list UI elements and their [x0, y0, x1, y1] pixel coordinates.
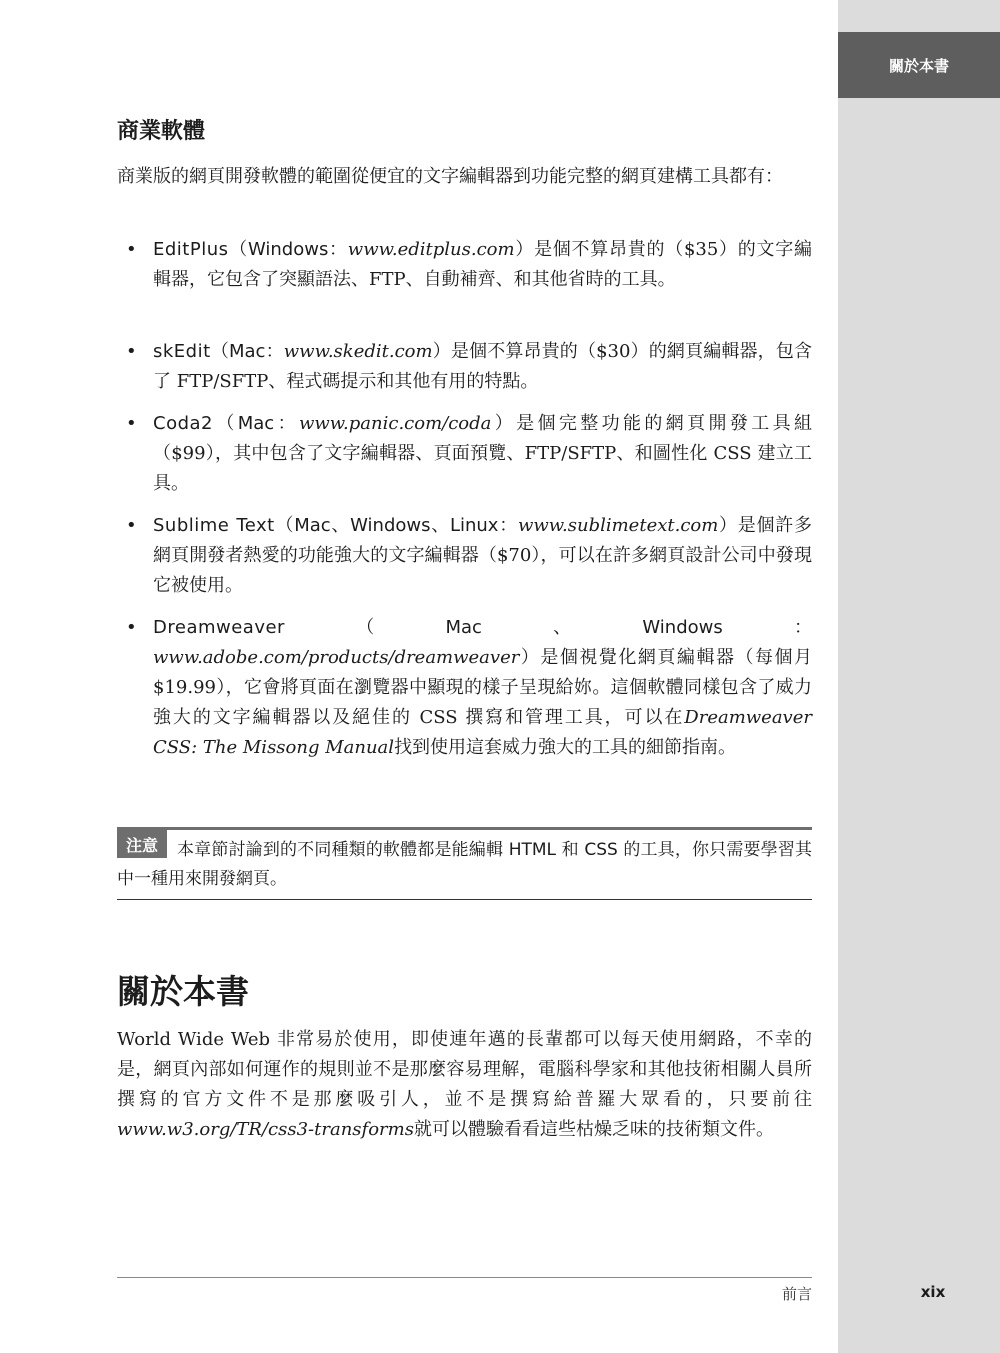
product-name: Coda2 [153, 413, 213, 434]
bullet-icon: • [126, 239, 137, 260]
about-book-paragraph: World Wide Web 非常易於使用，即使連年邁的長輩都可以每天使用網路，不幸的是，網頁內部如何運作的規則並不是那麼容易理解，電腦科學家和其他技術相關人員所撰寫的官方文件不是那麼吸引人，並不是撰寫給普羅大眾看的，只要前往www.w3.org/TR/css3-transforms就可以體驗看看這些枯燥乏味的技術類文件。 [117, 1029, 812, 1140]
bullet-icon: • [126, 515, 137, 536]
w3-url: www.w3.org/TR/css3-transforms [117, 1119, 414, 1140]
note-top-rule [117, 827, 812, 830]
bullet-icon: • [126, 341, 137, 362]
product-name: skEdit [153, 341, 211, 362]
product-url: www.adobe.com/products/dreamweaver [153, 647, 520, 668]
note-bottom-rule [117, 899, 812, 900]
product-name: EditPlus [153, 239, 229, 260]
list-item-editplus: • EditPlus（Windows：www.editplus.com）是個不算昂貴的（$35）的文字編輯器，它包含了突顯語法、FTP、自動補齊、和其他省時的工具。 [153, 235, 812, 295]
product-url: www.panic.com/coda [298, 413, 492, 434]
chapter-tab: 關於本書 [838, 32, 1000, 98]
list-item-sublime-text: • Sublime Text（Mac、Windows、Linux：www.sublimetext.com）是個許多網頁開發者熱愛的功能強大的文字編輯器（$70），可以在許多網頁設計公司中發現它被使用。 [153, 511, 812, 601]
commercial-intro: 商業版的網頁開發軟體的範圍從便宜的文字編輯器到功能完整的網頁建構工具都有： [117, 166, 783, 187]
footer-rule [117, 1277, 812, 1278]
page-number: xix [920, 1283, 946, 1301]
sidebar [838, 0, 1000, 1353]
bullet-icon: • [126, 617, 137, 638]
note-text: 本章節討論到的不同種類的軟體都是能編輯 HTML 和 CSS 的工具，你只需要學習其中一種用來開發網頁。 [117, 840, 812, 889]
product-url: www.editplus.com [347, 239, 515, 260]
bullet-icon: • [126, 413, 137, 434]
list-item-dreamweaver: • Dreamweaver（Mac、Windows：www.adobe.com/products/dreamweaver）是個視覺化網頁編輯器（每個月 $19.99），它會將頁面在瀏覽器中顯現的樣子呈現給妳。這個軟體同樣包含了威力強大的文字編輯器以及絕佳的 CSS 撰寫和管理工具，可以在Dreamweaver CSS: The Missong Manual找到使用這套威力強大的工具的細節指南。 [153, 613, 812, 763]
list-item-skedit: • skEdit（Mac：www.skedit.com）是個不算昂貴的（$30）的網頁編輯器，包含了 FTP/SFTP、程式碼提示和其他有用的特點。 [153, 337, 812, 397]
footer-section-label: 前言 [781, 1285, 812, 1303]
commercial-software-heading: 商業軟體 [117, 119, 206, 144]
product-name: Dreamweaver [153, 617, 285, 638]
product-url: www.skedit.com [283, 341, 433, 362]
book-title: Dreamweaver CSS: The Missong Manual [153, 707, 812, 758]
product-url: www.sublimetext.com [517, 515, 719, 536]
product-name: Sublime Text [153, 515, 275, 536]
list-item-coda2: • Coda2（Mac：www.panic.com/coda）是個完整功能的網頁開發工具組（$99），其中包含了文字編輯器、頁面預覽、FTP/SFTP、和圖性化 CSS 建立工具。 [153, 409, 812, 499]
about-book-heading: 關於本書 [117, 972, 249, 1011]
note-label: 注意 [117, 830, 167, 858]
